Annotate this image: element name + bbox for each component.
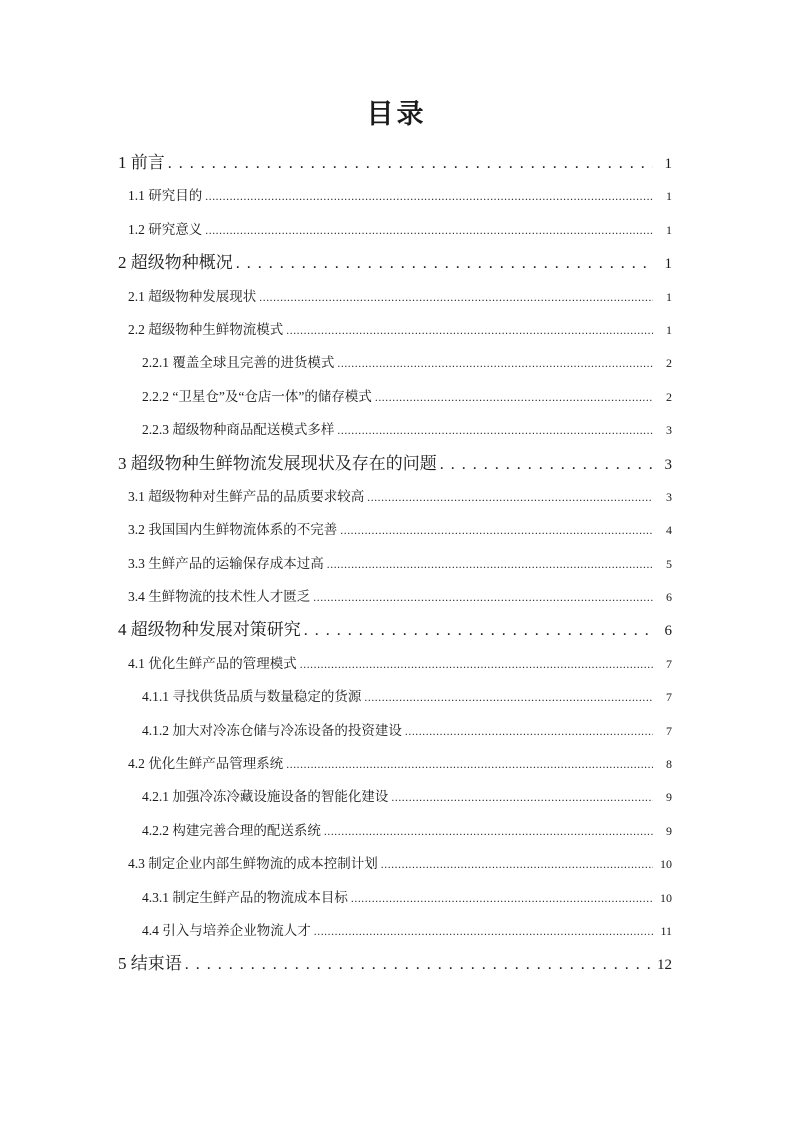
toc-entry[interactable]: [118, 280, 672, 313]
toc-entry-page: 1: [664, 256, 672, 273]
dot-leader: [324, 814, 653, 849]
toc-entry-page: 3: [666, 423, 672, 438]
toc-entry-label: 2.2.1 覆盖全球且完善的进货模式: [142, 355, 335, 371]
toc-entry-label: 2.2.3 超级物种商品配送模式多样: [142, 422, 335, 438]
toc-entry-page: 1: [666, 222, 672, 237]
toc-entry-page: 7: [666, 690, 672, 705]
dot-leader: [286, 313, 653, 348]
toc-entry-label: 4.1 优化生鲜产品的管理模式: [128, 655, 297, 671]
toc-entry-page: 1: [666, 189, 672, 204]
toc-entry[interactable]: [118, 380, 672, 413]
toc-entry-page: 8: [666, 757, 672, 772]
toc-entry-page: 1: [666, 322, 672, 337]
toc-entry[interactable]: [118, 647, 672, 680]
toc-entry[interactable]: [118, 547, 672, 580]
toc-title: 目录: [366, 99, 427, 129]
toc-entry-page: 6: [666, 590, 672, 605]
toc-entry-page: 2: [666, 356, 672, 371]
toc-entry-page: 5: [666, 556, 672, 571]
toc-entry-page: 10: [660, 857, 672, 872]
toc-entry[interactable]: [118, 747, 672, 780]
toc-entry[interactable]: [118, 881, 672, 914]
toc-entry-label: 5 结束语: [118, 954, 182, 974]
toc-entry-label: 1.1 研究目的: [128, 188, 203, 204]
toc-entry-label: 1 前言: [118, 153, 165, 172]
dot-leader: [300, 647, 653, 682]
toc-entry-page: 3: [666, 489, 672, 504]
toc-entry[interactable]: [118, 447, 672, 480]
toc-entry-label: 3.4 生鲜物流的技术性人才匮乏: [128, 589, 311, 605]
dot-leader: [405, 714, 653, 749]
toc-entry-page: 11: [660, 923, 672, 938]
dot-leader: [205, 179, 653, 214]
toc-entry-page: 6: [664, 623, 672, 640]
dot-leader: [367, 480, 653, 515]
toc-entry[interactable]: [118, 814, 672, 847]
dot-leader: [340, 513, 653, 548]
dot-leader: [364, 680, 653, 715]
dot-leader: [327, 547, 653, 582]
toc-entry-label: 4.3.1 制定生鲜产品的物流成本目标: [142, 889, 348, 905]
toc-entry-page: 7: [666, 656, 672, 671]
toc-entry-label: 4.2.2 构建完善合理的配送系统: [142, 822, 321, 838]
toc-entry[interactable]: [118, 847, 672, 880]
toc-list: [118, 146, 672, 981]
toc-entry-label: 3.2 我国国内生鲜物流体系的不完善: [128, 522, 338, 538]
dot-leader: [381, 847, 653, 882]
toc-entry-page: 7: [666, 723, 672, 738]
dot-leader: [168, 146, 653, 180]
dot-leader: [313, 580, 653, 615]
toc-entry[interactable]: [118, 313, 672, 346]
toc-entry[interactable]: [118, 780, 672, 813]
toc-entry-label: 4.1.2 加大对冷冻仓储与冷冻设备的投资建设: [142, 722, 402, 738]
toc-entry[interactable]: [118, 179, 672, 212]
toc-entry[interactable]: [118, 513, 672, 546]
toc-entry[interactable]: [118, 714, 672, 747]
toc-entry[interactable]: [118, 914, 672, 947]
toc-entry[interactable]: [118, 213, 672, 246]
toc-entry-label: 4 超级物种发展对策研究: [118, 620, 301, 640]
toc-entry[interactable]: [118, 947, 672, 980]
dot-leader: [351, 881, 653, 916]
toc-entry-label: 4.4 引入与培养企业物流人才: [142, 922, 311, 938]
toc-entry-label: 4.3 制定企业内部生鲜物流的成本控制计划: [128, 856, 378, 872]
toc-entry-page: 3: [664, 456, 672, 473]
dot-leader: [337, 413, 653, 448]
toc-entry-page: 9: [666, 790, 672, 805]
dot-leader: [391, 780, 653, 815]
toc-entry-page: 1: [666, 289, 672, 304]
toc-entry[interactable]: [118, 413, 672, 446]
toc-entry-page: 1: [664, 156, 672, 172]
dot-leader: [205, 213, 653, 248]
toc-entry-page: 12: [657, 957, 672, 974]
dot-leader: [286, 747, 653, 782]
toc-entry-page: 10: [660, 890, 672, 905]
toc-entry[interactable]: [118, 613, 672, 646]
dot-leader: [440, 447, 653, 481]
toc-entry-label: 4.2.1 加强冷冻冷藏设施设备的智能化建设: [142, 789, 389, 805]
toc-entry-label: 3.1 超级物种对生鲜产品的品质要求较高: [128, 488, 365, 504]
toc-entry-label: 4.2 优化生鲜产品管理系统: [128, 756, 284, 772]
toc-entry[interactable]: [118, 146, 672, 179]
toc-entry-page: 4: [666, 523, 672, 538]
toc-entry-label: 2.2 超级物种生鲜物流模式: [128, 321, 284, 337]
toc-entry-label: 3.3 生鲜产品的运输保存成本过高: [128, 555, 324, 571]
dot-leader: [185, 947, 653, 981]
toc-entry-label: 2.1 超级物种发展现状: [128, 288, 257, 304]
toc-entry[interactable]: [118, 346, 672, 379]
dot-leader: [375, 380, 653, 415]
dot-leader: [304, 613, 653, 647]
toc-entry-label: 2 超级物种概况: [118, 253, 233, 273]
toc-entry-label: 4.1.1 寻找供货品质与数量稳定的货源: [142, 689, 362, 705]
toc-entry-label: 1.2 研究意义: [128, 221, 203, 237]
toc-entry-page: 2: [666, 389, 672, 404]
toc-entry-label: 3 超级物种生鲜物流发展现状及存在的问题: [118, 453, 437, 473]
dot-leader: [314, 914, 653, 949]
toc-entry-page: 9: [666, 823, 672, 838]
dot-leader: [236, 246, 653, 280]
toc-entry[interactable]: [118, 680, 672, 713]
dot-leader: [259, 280, 653, 315]
toc-entry[interactable]: [118, 480, 672, 513]
toc-entry-label: 2.2.2 “卫星仓”及“仓店一体”的储存模式: [142, 388, 372, 404]
toc-entry[interactable]: [118, 580, 672, 613]
toc-entry[interactable]: [118, 246, 672, 279]
dot-leader: [337, 346, 653, 381]
